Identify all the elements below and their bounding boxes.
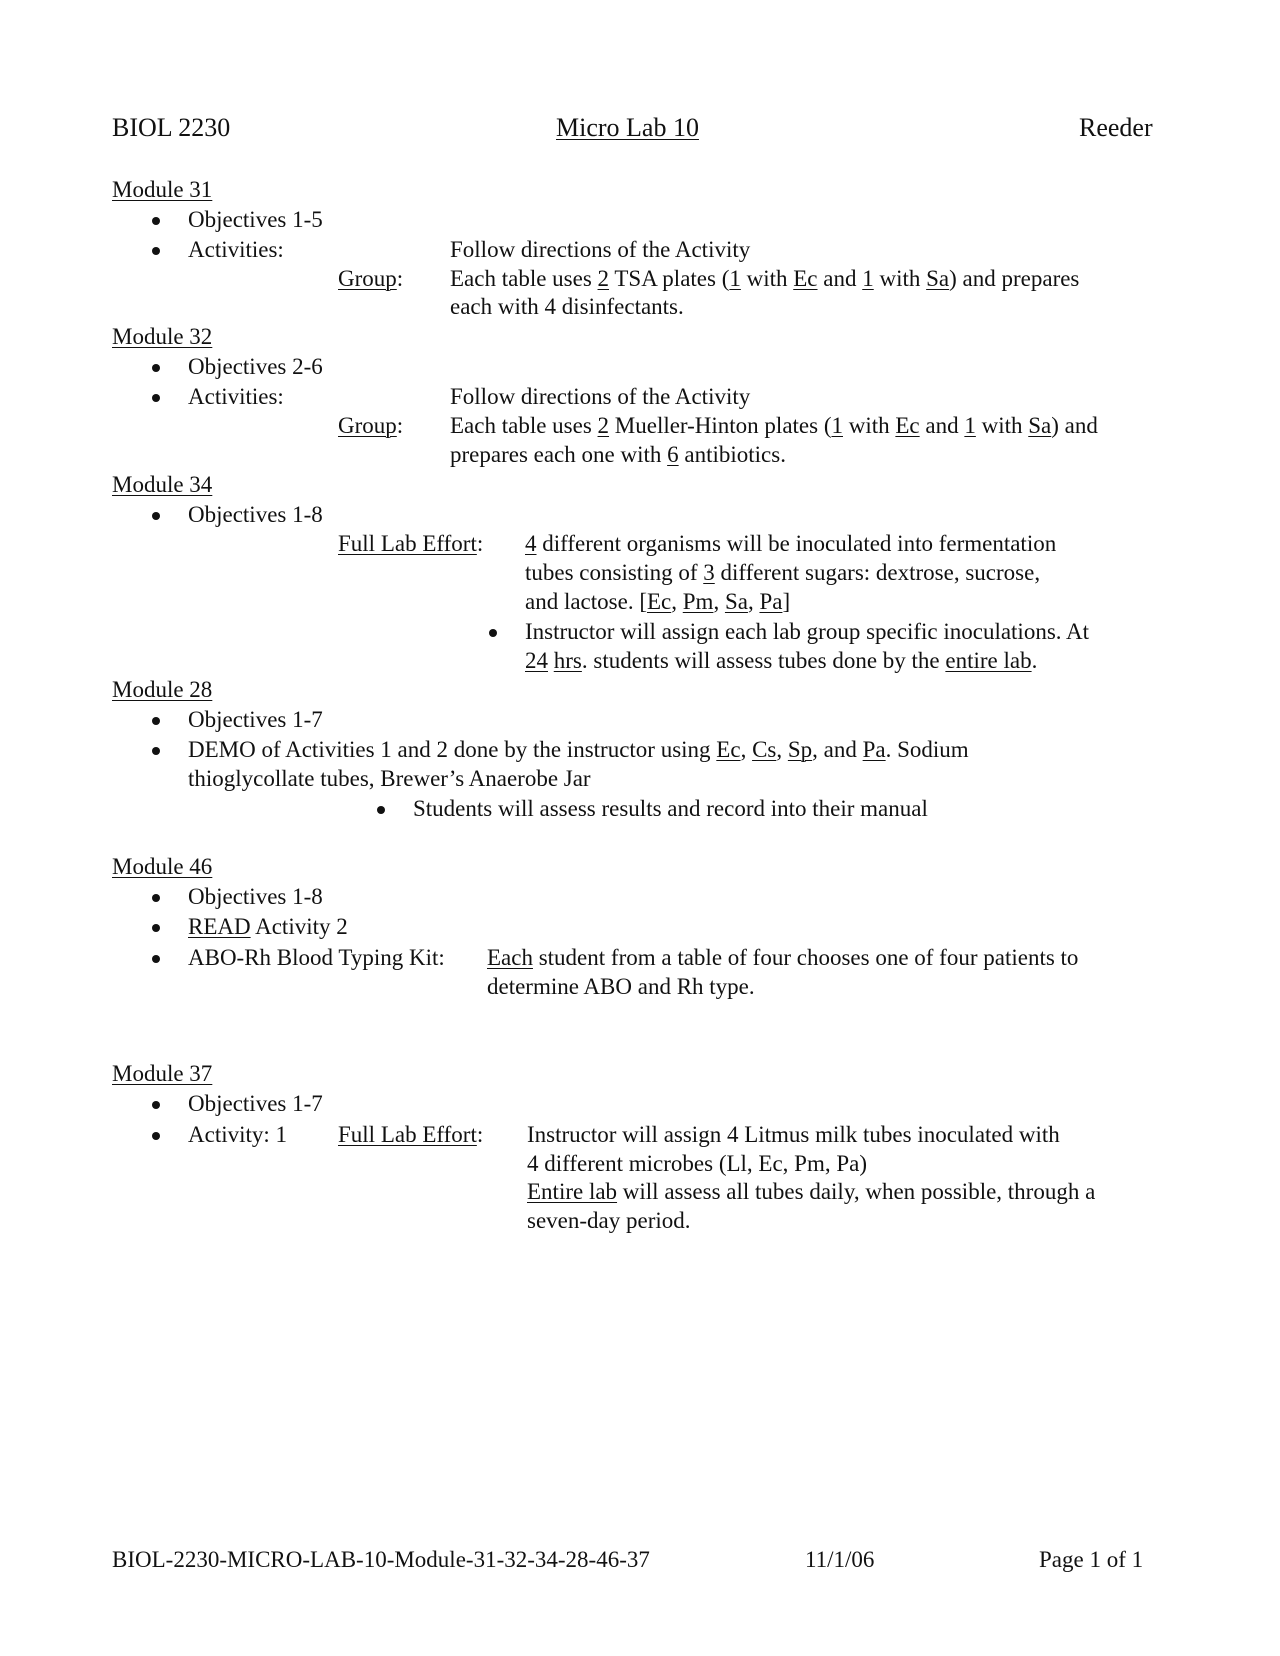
bullet-icon xyxy=(152,394,160,402)
author-name: Reeder xyxy=(1079,113,1153,142)
bullet-icon xyxy=(152,894,160,902)
bullet-icon xyxy=(377,806,385,814)
module-37-effort-line-2: 4 different microbes (Ll, Ec, Pm, Pa) xyxy=(527,1151,868,1176)
bullet-icon xyxy=(489,629,497,637)
module-31-heading: Module 31 xyxy=(112,177,213,202)
module-34-effort-line-2: tubes consisting of 3 different sugars: dextrose, sucrose, xyxy=(525,560,1041,585)
module-34-effort-line-1: 4 different organisms will be inoculated into fermentation xyxy=(525,531,1057,556)
bullet-icon xyxy=(152,747,160,755)
course-code: BIOL 2230 xyxy=(112,113,231,142)
bullet-icon xyxy=(152,217,160,225)
module-28-heading: Module 28 xyxy=(112,677,213,702)
module-34-heading: Module 34 xyxy=(112,472,213,497)
module-31-activities-label: Activities: xyxy=(188,237,284,262)
bullet-icon xyxy=(152,1132,160,1140)
module-34-objectives: Objectives 1-8 xyxy=(188,502,323,527)
page-title: Micro Lab 10 xyxy=(556,113,699,142)
module-31-group-line-1: Each table uses 2 TSA plates (1 with Ec and 1 with Sa) and prepares xyxy=(450,266,1080,291)
module-31-group-label: Group: xyxy=(338,266,404,291)
module-46-objectives: Objectives 1-8 xyxy=(188,884,323,909)
module-37-heading: Module 37 xyxy=(112,1061,213,1086)
module-31-objectives: Objectives 1-5 xyxy=(188,207,323,232)
module-46-kit-line-2: determine ABO and Rh type. xyxy=(487,974,755,999)
module-34-effort-line-3: and lactose. [Ec, Pm, Sa, Pa] xyxy=(525,589,791,614)
bullet-icon xyxy=(152,717,160,725)
module-32-group-line-1: Each table uses 2 Mueller-Hinton plates (1 with Ec and 1 with Sa) and xyxy=(450,413,1098,438)
module-37-effort-line-1: Instructor will assign 4 Litmus milk tubes inoculated with xyxy=(527,1122,1060,1147)
module-32-heading: Module 32 xyxy=(112,324,213,349)
bullet-icon xyxy=(152,955,160,963)
module-28-demo-line-2: thioglycollate tubes, Brewer’s Anaerobe Jar xyxy=(188,766,591,791)
footer-filename: BIOL-2230-MICRO-LAB-10-Module-31-32-34-28-46-37 xyxy=(112,1547,650,1572)
footer-date: 11/1/06 xyxy=(805,1547,875,1572)
module-37-effort-line-4: seven-day period. xyxy=(527,1208,691,1233)
module-37-effort-label: Full Lab Effort: xyxy=(338,1122,484,1147)
module-32-group-label: Group: xyxy=(338,413,404,438)
module-31-group-line-2: each with 4 disinfectants. xyxy=(450,294,684,319)
module-28-sub-bullet: Students will assess results and record into their manual xyxy=(413,796,928,821)
bullet-icon xyxy=(152,364,160,372)
module-46-kit-label: ABO-Rh Blood Typing Kit: xyxy=(188,945,445,970)
bullet-icon xyxy=(152,512,160,520)
footer-page-number: Page 1 of 1 xyxy=(1039,1547,1144,1572)
module-46-kit-line-1: Each student from a table of four chooses one of four patients to xyxy=(487,945,1079,970)
module-37-activity-label: Activity: 1 xyxy=(188,1122,288,1147)
module-32-activities-label: Activities: xyxy=(188,384,284,409)
bullet-icon xyxy=(152,247,160,255)
module-28-demo-line-1: DEMO of Activities 1 and 2 done by the instructor using Ec, Cs, Sp, and Pa. Sodium xyxy=(188,737,969,762)
module-37-objectives: Objectives 1-7 xyxy=(188,1091,323,1116)
module-34-bullet-line-2: 24 hrs. students will assess tubes done by the entire lab. xyxy=(525,648,1038,673)
module-32-objectives: Objectives 2-6 xyxy=(188,354,323,379)
module-32-group-line-2: prepares each one with 6 antibiotics. xyxy=(450,442,786,467)
module-34-effort-label: Full Lab Effort: xyxy=(338,531,484,556)
module-34-bullet-line-1: Instructor will assign each lab group specific inoculations. At xyxy=(525,619,1090,644)
bullet-icon xyxy=(152,924,160,932)
module-37-effort-line-3: Entire lab will assess all tubes daily, when possible, through a xyxy=(527,1179,1096,1204)
module-46-read: READ Activity 2 xyxy=(188,914,348,939)
module-31-activities-text: Follow directions of the Activity xyxy=(450,237,751,262)
module-32-activities-text: Follow directions of the Activity xyxy=(450,384,751,409)
bullet-icon xyxy=(152,1101,160,1109)
module-46-heading: Module 46 xyxy=(112,854,213,879)
module-28-objectives: Objectives 1-7 xyxy=(188,707,323,732)
